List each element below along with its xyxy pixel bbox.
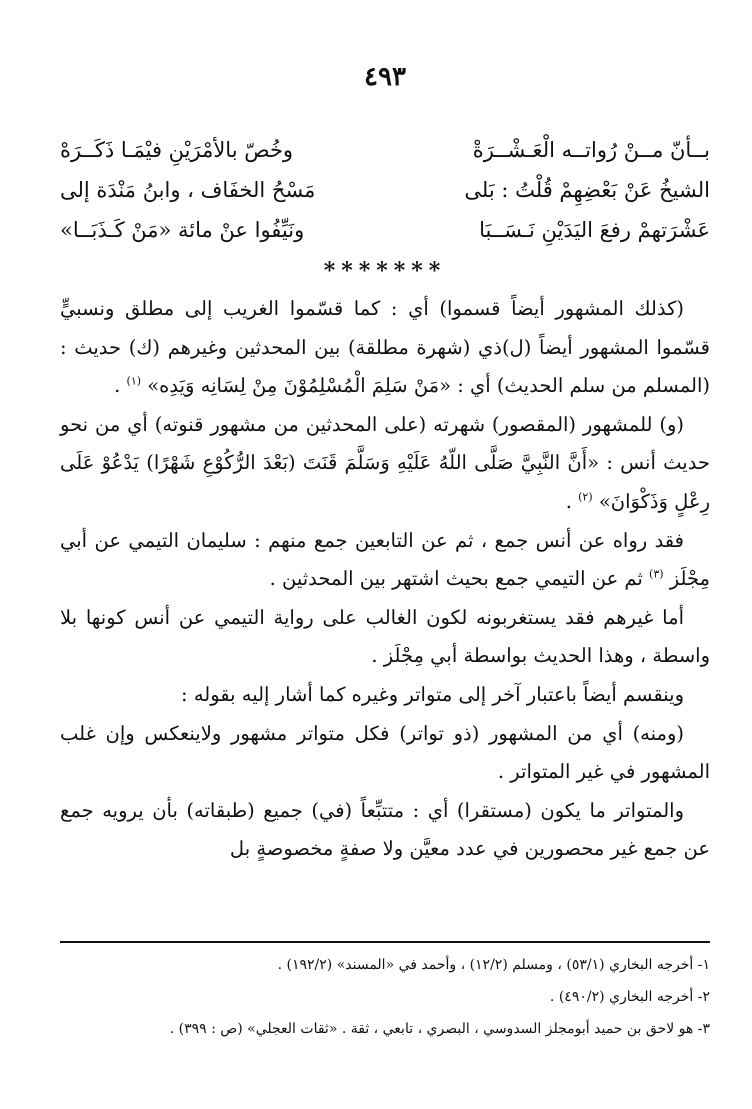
- paragraph-text: (كذلك المشهور أيضاً قسموا) أي : كما قسّموا الغريب إلى مطلق ونسبيٍّ قسّموا المشهور أيضاً (ل)ذي (شهرة مطلقة) بين المحدثين وغيرهم (ك) حديث : (المسلم من سلم الحديث) أي : «مَنْ سَلِمَ الْمُسْلِمُوْنَ مِنْ لِسَانِه وَيَدِه»: [60, 297, 710, 398]
- poem-hemistich-second: وخُصّ بالأمْرَيْنِ فيْمَـا ذَكَــرَهْ: [60, 138, 294, 162]
- paragraph: [60, 406, 710, 522]
- paragraph: [60, 715, 710, 792]
- poem-hemistich-second: ونَيِّفُوا عنْ مائة «مَنْ كَـذَبَــا»: [60, 218, 305, 242]
- poem-line: [60, 210, 710, 250]
- paragraph: [60, 522, 710, 599]
- paragraph: [60, 792, 710, 869]
- paragraph-tail: .: [114, 374, 127, 398]
- paragraph-text: (و) للمشهور (المقصور) شهرته (على المحدثين من مشهور قنوته) أي من نحو حديث أنس : «أَنَّ النَّبِيَّ صَلَّى اللّهُ عَلَيْهِ وَسَلَّمَ قَنَتَ (بَعْدَ الرُّكُوْعِ شَهْرًا) يَدْعُوْ عَلَى رِعْلٍ وَذَكْوَانَ»: [60, 412, 710, 513]
- paragraph: [60, 599, 710, 676]
- section-separator: *******: [323, 258, 447, 284]
- footnotes: [60, 949, 710, 1045]
- poem-line: [60, 170, 710, 210]
- paragraph-text: وينقسم أيضاً باعتبار آخر إلى متواتر وغيره كما أشار إليه بقوله :: [181, 682, 684, 706]
- paragraph-text: أما غيرهم فقد يستغربونه لكون الغالب على رواية التيمي عن أنس كونها بلا واسطة ، وهذا الحديث بواسطة أبي مِجْلَز .: [60, 605, 710, 668]
- paragraph-text: والمتواتر ما يكون (مستقرا) أي : متتبِّعاً (في) جميع (طبقاته) بأن يرويه جمع عن جمع غير محصورين في عدد معيَّن ولا صفةٍ مخصوصةٍ بل: [60, 798, 710, 861]
- commentary-body: [60, 290, 710, 869]
- book-page: [60, 0, 710, 1109]
- paragraph: [60, 290, 710, 406]
- paragraph-tail: .: [565, 489, 579, 513]
- footnote-ref: (١): [126, 374, 142, 388]
- poem-hemistich-first: عَشْرَتهمْ رفعَ اليَدَيْنِ نَـسَــبَا: [479, 218, 710, 242]
- poem-line: [60, 130, 710, 170]
- paragraph-text: فقد رواه عن أنس جمع ، ثم عن التابعين جمع منهم : سليمان التيمي عن أبي مِجْلَز: [60, 528, 710, 591]
- footnote: ١- أخرجه البخاري (٥٣/١) ، ومسلم (١٢/٢) ، وأحمد في «المسند» (١٩٢/٢) .: [277, 957, 710, 973]
- footnote-divider: [60, 941, 710, 943]
- poem-hemistich-second: مَسْحُ الخفَاف ، وابنُ مَنْدَة إلى: [60, 178, 316, 202]
- footnote-ref: (٣): [649, 567, 664, 581]
- page-number: ٤٩٣: [364, 62, 406, 92]
- poem-hemistich-first: بــأنّ مــنْ رُواتــه الْعَـشْــرَةْ: [472, 138, 710, 162]
- paragraph-tail: ثم عن التيمي جمع بحيث اشتهر بين المحدثين .: [269, 567, 650, 591]
- paragraph: [60, 676, 710, 715]
- poem-verses: [60, 130, 710, 250]
- paragraph-text: (ومنه) أي من المشهور (ذو تواتر) فكل متواتر مشهور ولاينعكس وإن غلب المشهور في غير المتواتر .: [60, 721, 710, 784]
- poem-hemistich-first: الشيخُ عَنْ بَعْضِهِمْ قُلْتُ : بَلى: [464, 178, 710, 202]
- footnote-ref: (٢): [578, 490, 593, 504]
- footnote: ٣- هو لاحق بن حميد أبومجلز السدوسي ، البصري ، تابعي ، ثقة . «ثقات العجلي» (ص : ٣٩٩) .: [169, 1021, 710, 1037]
- footnote: ٢- أخرجه البخاري (٤٩٠/٢) .: [549, 989, 710, 1005]
